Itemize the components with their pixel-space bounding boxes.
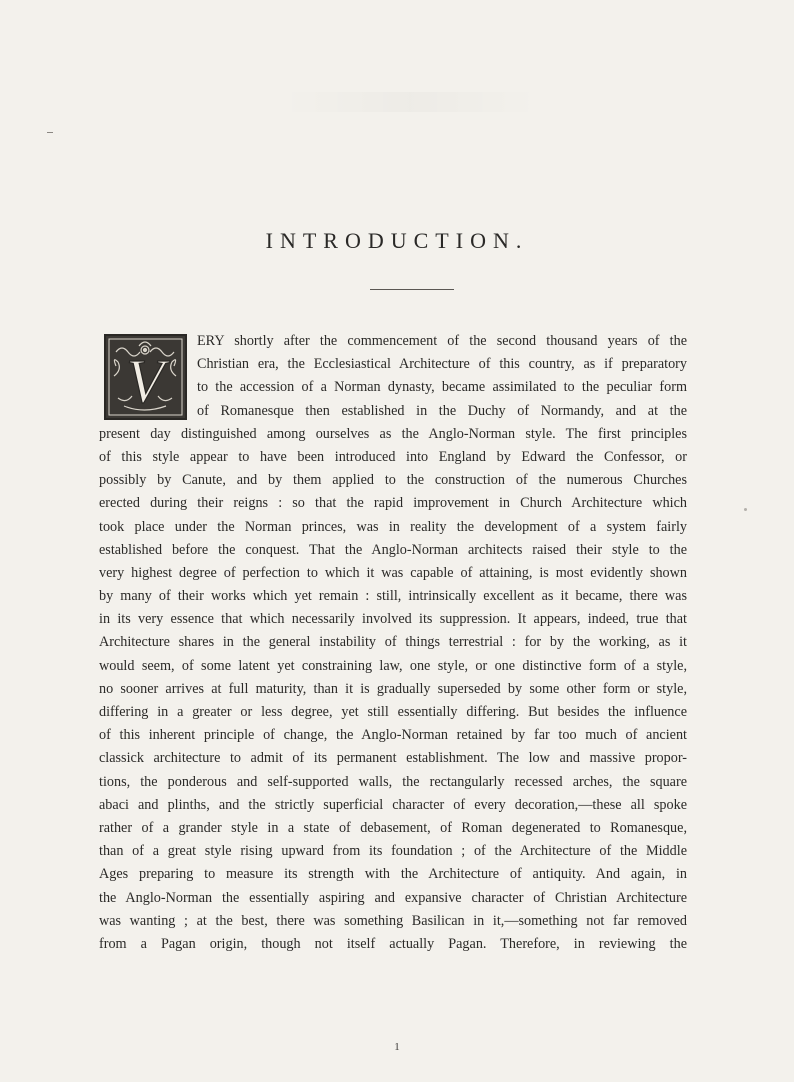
drop-cap-letter: V	[126, 348, 164, 416]
body-line: to the accession of a Norman dynasty, became assimilated to the peculiar form	[197, 379, 687, 396]
body-line: rather of a grander style in a state of debasement, of Roman degenerated to Romanesque,	[99, 819, 687, 836]
body-line: by many of their works which yet remain : still, intrinsically excellent as it became, there was	[99, 588, 687, 605]
show-through-ghost-text	[280, 92, 540, 112]
body-line: than of a great style rising upward from its foundation ; of the Architecture of the Middle	[99, 843, 687, 860]
body-line: tions, the ponderous and self-supported walls, the rectangularly recessed arches, the square	[99, 773, 687, 790]
page-title: INTRODUCTION.	[265, 227, 529, 253]
body-line: Architecture shares in the general instability of things terrestrial : for by the working, as it	[99, 634, 687, 651]
body-line: present day distinguished among ourselves as the Anglo-Norman style. The first principles	[99, 425, 687, 442]
body-line: very highest degree of perfection to which it was capable of attaining, is most evidently shown	[99, 564, 687, 581]
body-line: possibly by Canute, and by them applied to the construction of the numerous Churches	[99, 472, 687, 489]
body-line: the Anglo-Norman the essentially aspiring and expansive character of Christian Architecture	[99, 889, 687, 906]
title-rule	[370, 289, 454, 290]
body-line: would seem, of some latent yet constraining law, one style, or one distinctive form of a style,	[99, 657, 687, 674]
body-line: from a Pagan origin, though not itself actually Pagan. Therefore, in reviewing the	[99, 935, 687, 952]
body-line: took place under the Norman princes, was in reality the development of a system fairly	[99, 518, 687, 535]
body-line: ERY shortly after the commencement of the second thousand years of the	[197, 333, 687, 349]
body-line: of this style appear to have been introduced into England by Edward the Confessor, or	[99, 448, 687, 465]
body-line: Ages preparing to measure its strength with the Architecture of antiquity. And again, in	[99, 866, 687, 883]
body-line: differing in a greater or less degree, yet still essentially differing. But besides the influence	[99, 704, 687, 720]
body-line: of this inherent principle of change, the Anglo-Norman retained by far too much of ancient	[99, 727, 687, 744]
body-line: of Romanesque then established in the Duchy of Normandy, and at the	[197, 402, 687, 419]
margin-mark	[47, 132, 53, 133]
body-line: erected during their reigns : so that the rapid improvement in Church Architecture which	[99, 495, 687, 512]
body-line: established before the conquest. That the Anglo-Norman architects raised their style to the	[99, 541, 687, 558]
paper-speck	[744, 508, 747, 511]
body-line: was wanting ; at the best, there was something Basilican in it,—something not far removed	[99, 912, 687, 929]
body-line: classick architecture to admit of its permanent establishment. The low and massive propor-	[99, 750, 687, 767]
body-line: in its very essence that which necessarily involved its suppression. It appears, indeed, true that	[99, 611, 687, 628]
body-line: abaci and plinths, and the strictly superficial character of every decoration,—these all spoke	[99, 796, 687, 813]
body-text	[99, 330, 687, 956]
page-number: 1	[394, 1041, 400, 1053]
body-line: Christian era, the Ecclesiastical Architecture of this country, as if preparatory	[197, 356, 687, 373]
body-line: no sooner arrives at full maturity, than it is gradually superseded by some other form or style,	[99, 680, 687, 697]
